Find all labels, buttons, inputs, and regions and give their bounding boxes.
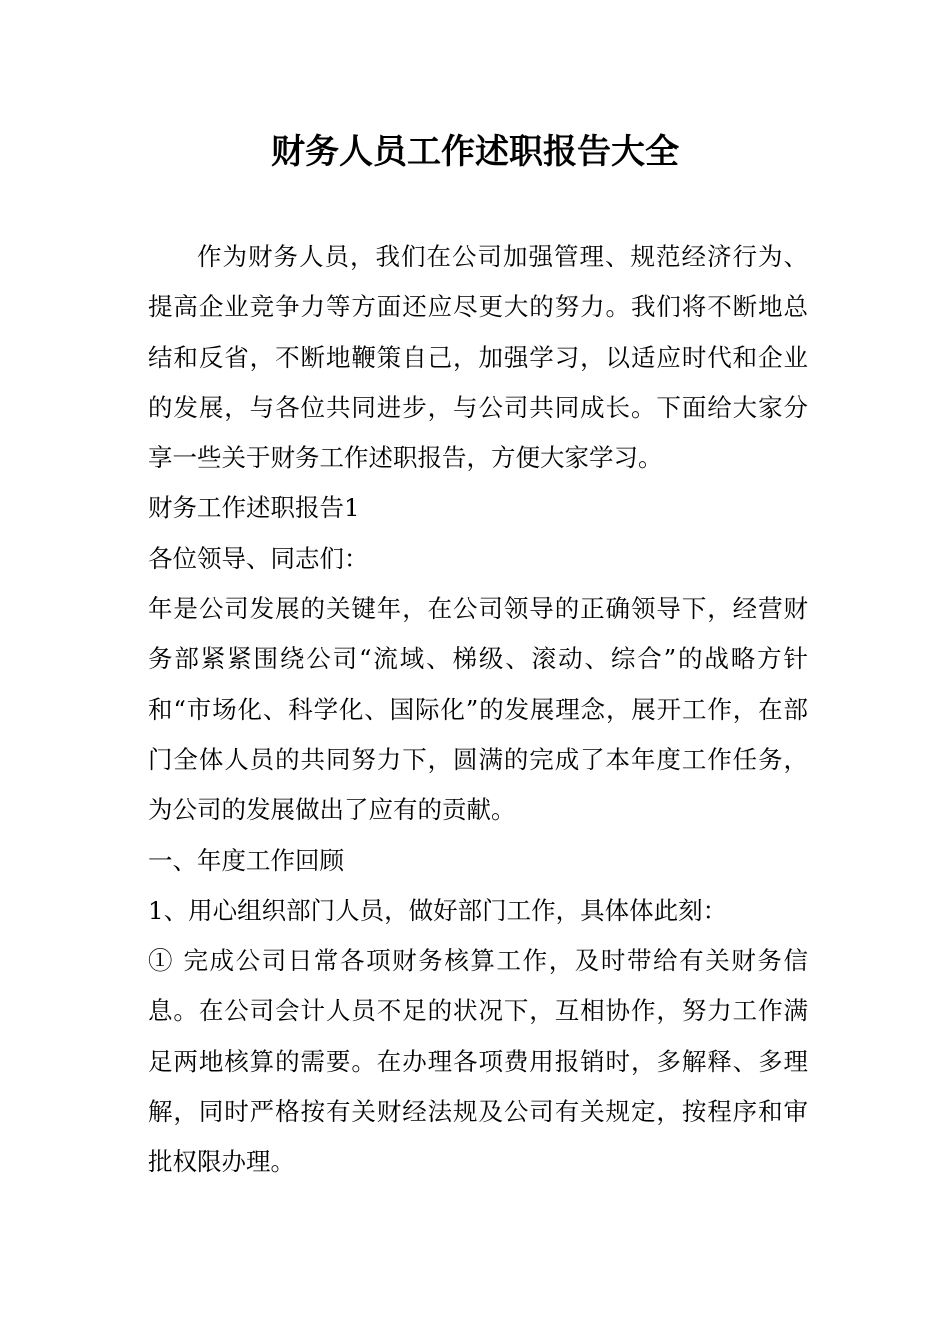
sub-item-1: ① 完成公司日常各项财务核算工作，及时带给有关财务信息。在公司会计人员不足的状况下，互相协作，努力工作满足两地核算的需要。在办理各项费用报销时，多解释、多理解，同时严格按有关财经法规及公司有关规定，按程序和审批权限办理。	[148, 946, 808, 1177]
section-heading-annual-review: 一、年度工作回顾	[148, 845, 344, 875]
intro-paragraph: 作为财务人员，我们在公司加强管理、规范经济行为、提高企业竞争力等方面还应尽更大的努力。我们将不断地总结和反省，不断地鞭策自己，加强学习，以适应时代和企业的发展，与各位共同进步，与公司共同成长。下面给大家分享一些关于财务工作述职报告，方便大家学习。	[148, 242, 808, 473]
document-title: 财务人员工作述职报告大全	[271, 132, 679, 172]
list-item-1: 1、用心组织部门人员，做好部门工作，具体体此刻：	[148, 895, 728, 925]
document-body	[148, 232, 808, 1188]
body-paragraph: 年是公司发展的关键年，在公司领导的正确领导下，经营财务部紧紧围绕公司“流域、梯级、滚动、综合”的战略方针和“市场化、科学化、国际化”的发展理念，展开工作，在部门全体人员的共同努力下，圆满的完成了本年度工作任务，为公司的发展做出了应有的贡献。	[148, 594, 808, 825]
salutation: 各位领导、同志们：	[148, 543, 369, 573]
section-heading-report-1: 财务工作述职报告1	[148, 493, 360, 523]
